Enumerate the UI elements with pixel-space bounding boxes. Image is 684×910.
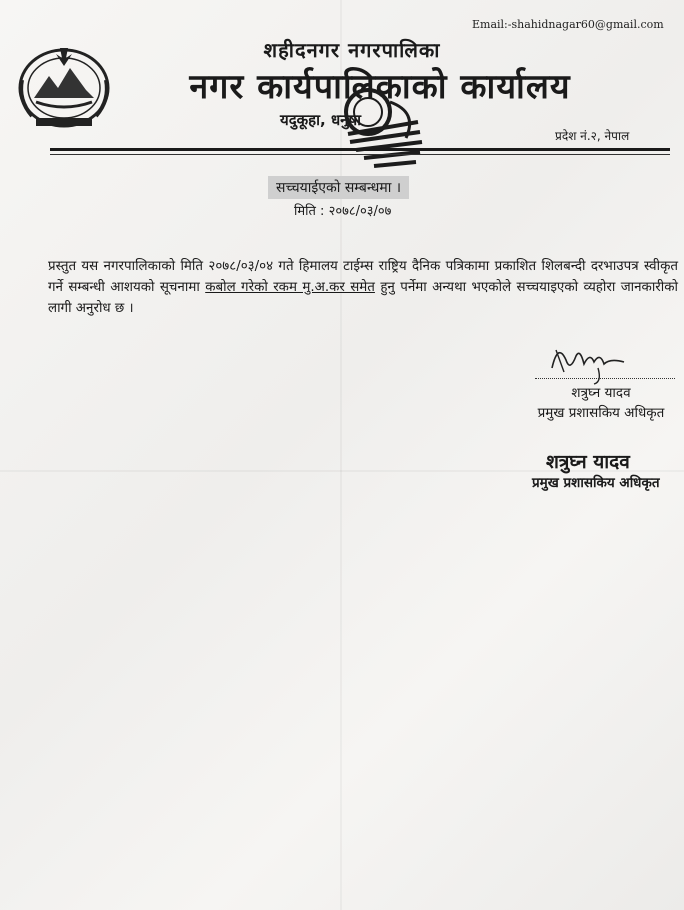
body-text-part2: हुनु पर्नेमा अन्यथा भएकोले सच्चयाइएको व्यहोरा जानकारीको लागी अनुरोध छ । bbox=[48, 280, 678, 316]
name-stamp: शत्रुघ्न यादव bbox=[546, 451, 630, 473]
body-text-underlined: कबोल गरेको रकम मु.अ.कर समेत bbox=[205, 280, 375, 295]
office-location: यदुकूहा, धनुषा bbox=[280, 111, 362, 129]
signatory-title: प्रमुख प्रशासकिय अधिकृत bbox=[537, 405, 665, 421]
municipality-name: शहीदनगर नगरपालिका bbox=[263, 38, 441, 62]
letter-body bbox=[48, 256, 678, 319]
body-text-part1: प्रस्तुत यस नगरपालिकाको मिति २०७८/०३/०४ गते हिमालय टाईम्स राष्ट्रिय दैनिक पत्रिकामा प्रकाशित शिलबन्दी दरभाउपत्र स्वीकृत गर्ने सम्बन्धी आशयको सूचनामा bbox=[48, 259, 678, 295]
office-email: Email:-shahidnagar60@gmail.com bbox=[472, 18, 664, 31]
header-divider bbox=[50, 148, 670, 151]
letter-subject: सच्चयाईएको सम्बन्धमा । bbox=[268, 176, 409, 199]
office-stamp-mark bbox=[328, 82, 438, 182]
letter-date: मिति : २०७८/०३/०७ bbox=[294, 204, 392, 219]
signature-line bbox=[535, 378, 675, 379]
title-stamp: प्रमुख प्रशासकिय अधिकृत bbox=[532, 475, 660, 491]
office-name: नगर कार्यपालिकाको कार्यालय bbox=[189, 67, 571, 107]
province: प्रदेश नं.२, नेपाल bbox=[555, 129, 630, 143]
header-divider-thin bbox=[50, 154, 670, 155]
signatory-name: शत्रुघ्न यादव bbox=[571, 385, 631, 401]
